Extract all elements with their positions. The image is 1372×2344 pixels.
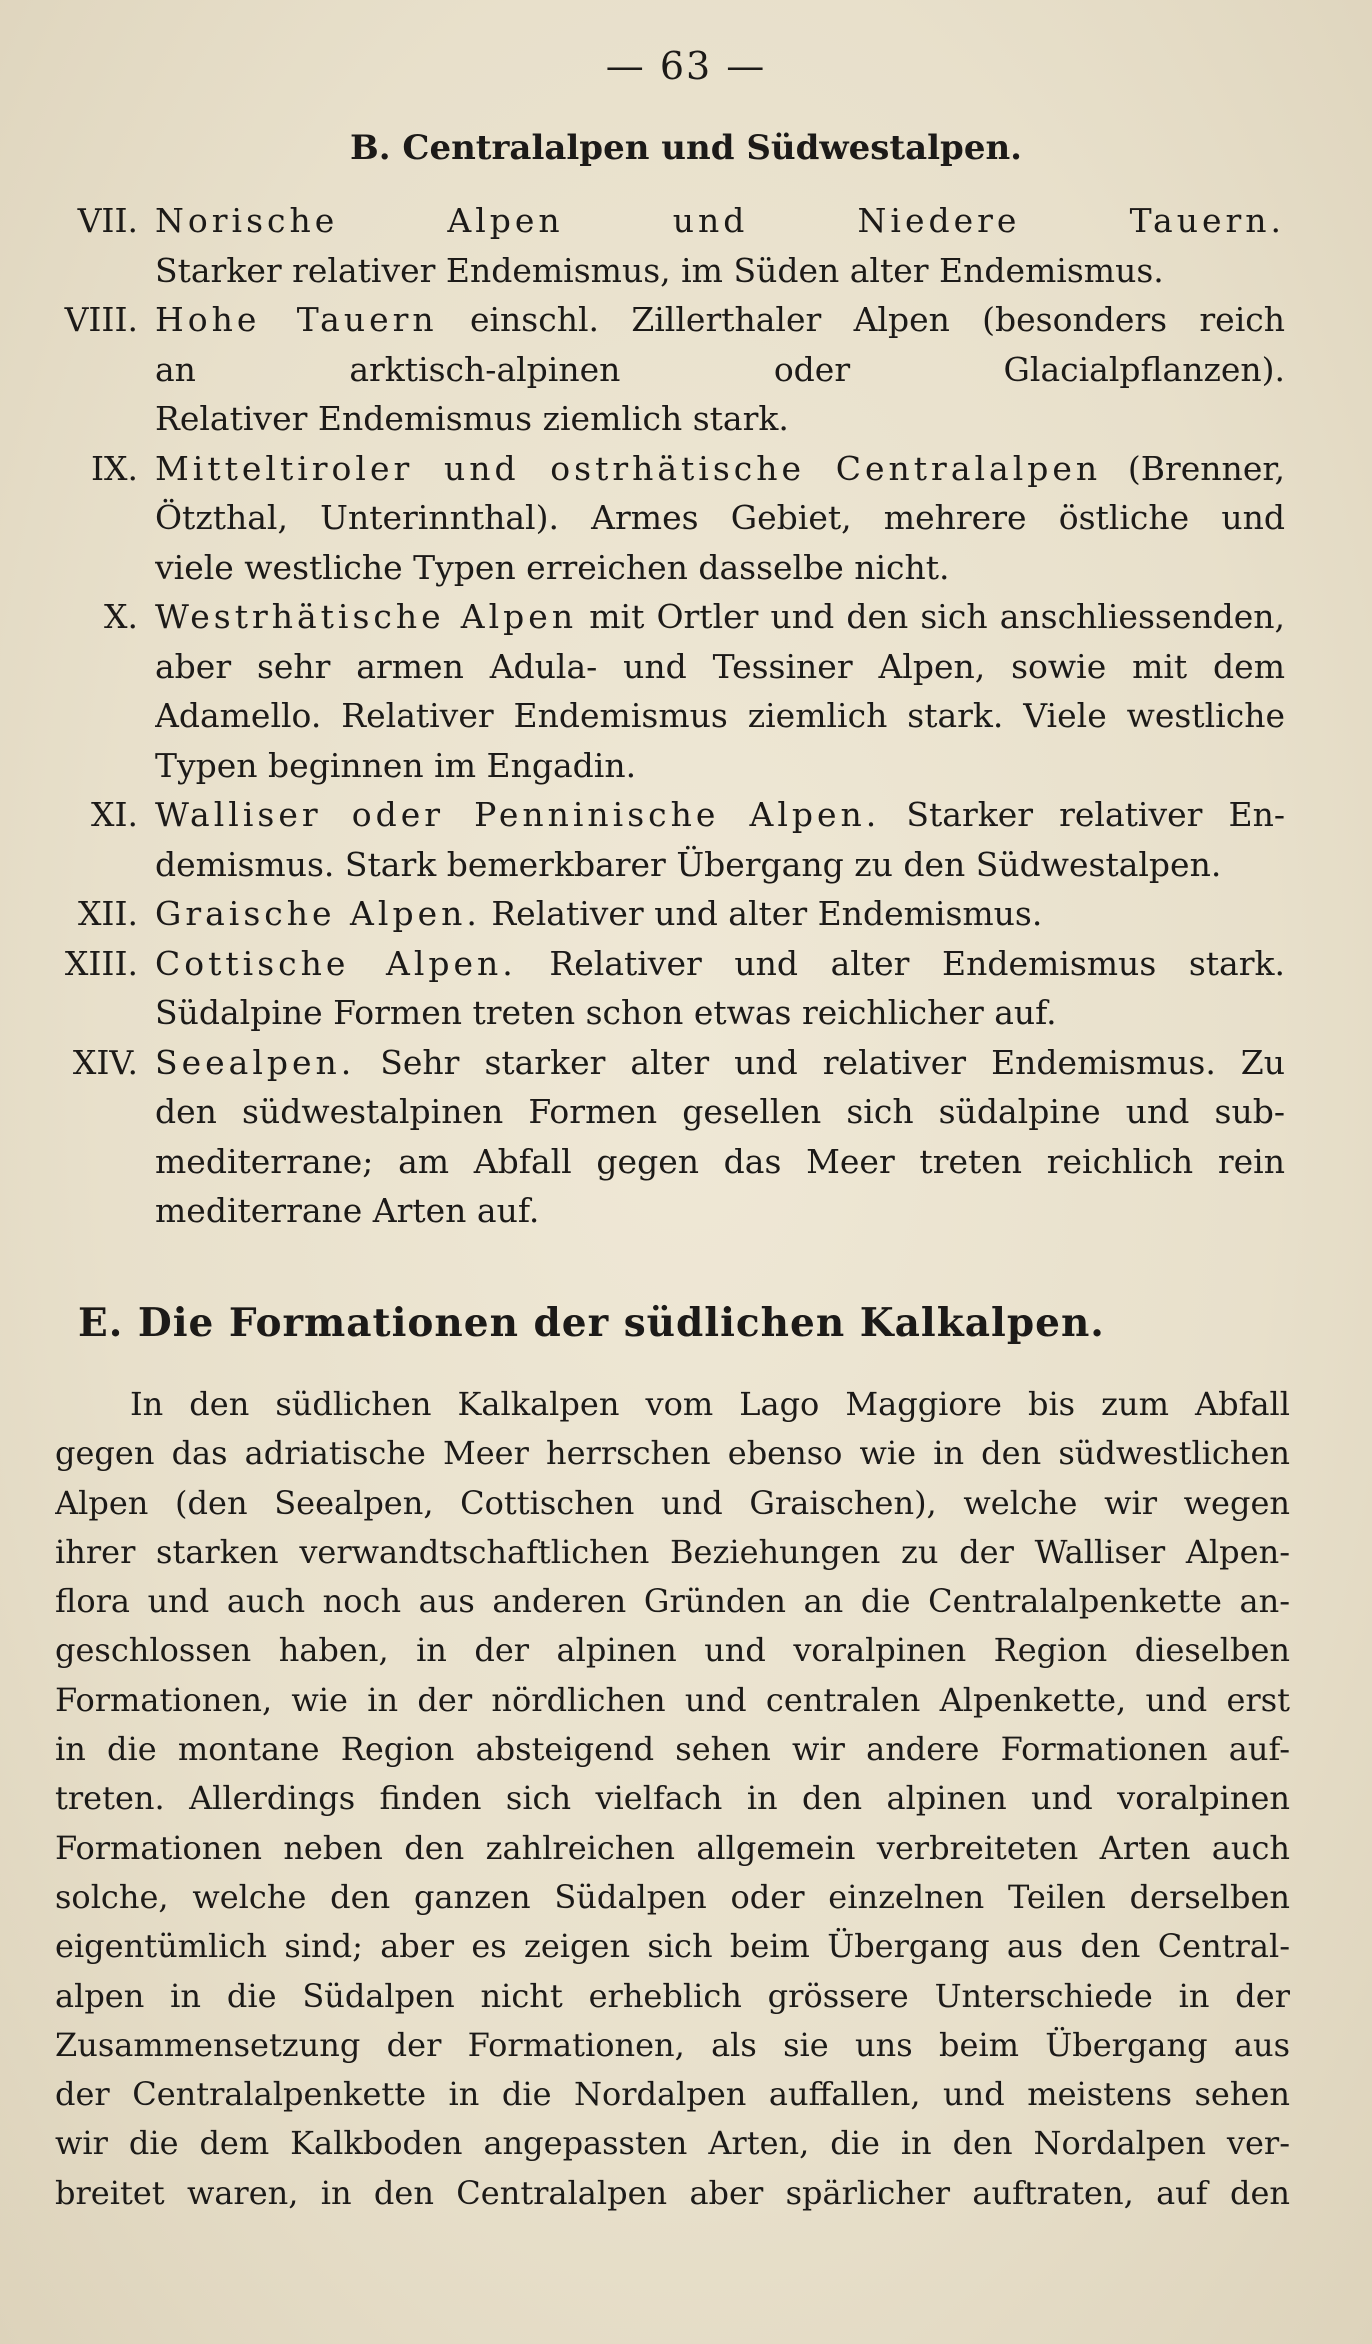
body-text-line: der Centralalpenkette in die Nordalpen auffallen, und meistens sehen (55, 2075, 1290, 2114)
region-description: mit Ortler und den sich anschliessenden, (577, 597, 1285, 636)
region-text-line (155, 543, 1285, 593)
chapter-heading: E. Die Formationen der südlichen Kalkalpen. (78, 1300, 1105, 1346)
region-description: Sehr starker alter und relativer Endemismus. Zu (355, 1042, 1285, 1082)
body-text-line: In den südlichen Kalkalpen vom Lago Maggiore bis zum Abfall (130, 1385, 1290, 1423)
region-name: Hohe Tauern (155, 300, 438, 339)
region-name: Cottische Alpen. (155, 943, 517, 983)
region-text-line (155, 790, 1285, 840)
body-text-line: Formationen, wie in der nördlichen und centralen Alpenkette, und erst (55, 1680, 1290, 1719)
page-number: — 63 — (605, 44, 767, 88)
region-list (0, 196, 1372, 1236)
region-name: Westrhätische Alpen (155, 597, 578, 636)
region-text-line (155, 1137, 1285, 1187)
region-entry (0, 444, 1285, 593)
region-description: (Brenner, (1101, 448, 1285, 488)
region-text-line (155, 295, 1285, 345)
section-heading: B. Centralalpen und Südwestalpen. (349, 128, 1023, 168)
region-description: demismus. Stark bemerkbarer Übergang zu den Südwestalpen. (155, 844, 1222, 884)
region-entry (0, 790, 1285, 889)
region-number: XIII. (64, 943, 138, 983)
region-text-line (155, 840, 1285, 890)
body-text-line: flora und auch noch aus anderen Gründen an die Centralalpenkette an- (55, 1582, 1290, 1621)
region-text-line (155, 939, 1285, 989)
region-description: den südwestalpinen Formen gesellen sich südalpine und sub- (155, 1092, 1285, 1131)
region-name: Seealpen. (155, 1042, 356, 1082)
region-name: Norische Alpen und Niedere Tauern. (155, 201, 1285, 240)
body-text-line: alpen in die Südalpen nicht erheblich grössere Unterschiede in der (55, 1976, 1290, 2015)
region-description: Typen beginnen im Engadin. (155, 745, 637, 785)
body-paragraph (55, 1380, 1290, 2218)
body-text-line: solche, welche den ganzen Südalpen oder einzelnen Teilen derselben (55, 1877, 1290, 1916)
region-description: viele westliche Typen erreichen dasselbe nicht. (155, 547, 950, 587)
region-text-line (155, 394, 1285, 444)
region-text-line (155, 196, 1285, 246)
region-entry (0, 196, 1285, 295)
region-text-line (155, 642, 1285, 692)
region-entry (0, 1038, 1285, 1236)
region-description: an arktisch-alpinen oder Glacialpflanzen). (155, 349, 1285, 389)
region-description: Relativer und alter Endemismus stark. (516, 943, 1285, 983)
region-text-line (155, 889, 1285, 939)
region-text-line (155, 1186, 1285, 1236)
region-entry (0, 939, 1285, 1038)
region-description: einschl. Zillerthaler Alpen (besonders reich (437, 300, 1285, 339)
body-text-line: ihrer starken verwandtschaftlichen Beziehungen zu der Walliser Alpen- (55, 1532, 1290, 1571)
body-text-line: eigentümlich sind; aber es zeigen sich beim Übergang aus den Central- (55, 1927, 1290, 1966)
region-text-line (155, 444, 1285, 494)
region-description: Starker relativer En- (880, 795, 1285, 834)
body-text-line: Formationen neben den zahlreichen allgemein verbreiteten Arten auch (55, 1828, 1290, 1867)
region-description: Ötzthal, Unterinnthal). Armes Gebiet, mehrere östliche und (155, 498, 1285, 537)
region-text-line (155, 741, 1285, 791)
region-entry (0, 889, 1285, 939)
region-description: mediterrane; am Abfall gegen das Meer treten reichlich rein (155, 1141, 1285, 1181)
region-description: Adamello. Relativer Endemismus ziemlich stark. Viele westliche (155, 696, 1285, 735)
region-number: XI. (90, 795, 138, 834)
region-text-line (155, 1087, 1285, 1137)
region-text-line (155, 988, 1285, 1038)
region-description: Relativer und alter Endemismus. (480, 894, 1043, 933)
region-text-line (155, 345, 1285, 395)
body-text-line: treten. Allerdings finden sich vielfach in den alpinen und voralpinen (55, 1779, 1290, 1818)
region-number: VII. (77, 201, 138, 240)
region-name: Walliser oder Penninische Alpen. (155, 795, 881, 834)
region-entry (0, 295, 1285, 444)
region-text-line (155, 592, 1285, 642)
region-text-line (155, 1038, 1285, 1088)
region-name: Graische Alpen. (155, 894, 481, 933)
body-text-line: in die montane Region absteigend sehen wir andere Formationen auf- (55, 1730, 1290, 1769)
region-number: IX. (90, 448, 138, 488)
region-description: mediterrane Arten auf. (155, 1191, 540, 1230)
body-text-line: gegen das adriatische Meer herrschen ebenso wie in den südwestlichen (55, 1434, 1290, 1473)
region-description: Südalpine Formen treten schon etwas reichlicher auf. (155, 993, 1057, 1032)
body-text-line: wir die dem Kalkboden angepassten Arten, die in den Nordalpen ver- (55, 2124, 1290, 2163)
body-text-line: Zusammensetzung der Formationen, als sie uns beim Übergang aus (55, 2025, 1290, 2064)
region-description: Relativer Endemismus ziemlich stark. (155, 399, 789, 438)
region-description: aber sehr armen Adula- und Tessiner Alpen, sowie mit dem (155, 646, 1285, 686)
region-entry (0, 592, 1285, 790)
region-description: Starker relativer Endemismus, im Süden alter Endemismus. (155, 250, 1164, 290)
region-number: XII. (77, 894, 138, 933)
body-text-line: breitet waren, in den Centralalpen aber spärlicher auftraten, auf den (55, 2173, 1290, 2212)
region-number: XIV. (72, 1042, 138, 1082)
region-text-line (155, 691, 1285, 741)
body-text-line: Alpen (den Seealpen, Cottischen und Graischen), welche wir wegen (55, 1483, 1290, 1522)
region-number: X. (104, 597, 138, 636)
body-text-line: geschlossen haben, in der alpinen und voralpinen Region dieselben (55, 1631, 1290, 1670)
region-name: Mitteltiroler und ostrhätische Centralalpen (155, 448, 1102, 488)
region-text-line (155, 246, 1285, 296)
region-number: VIII. (64, 300, 138, 339)
region-text-line (155, 493, 1285, 543)
